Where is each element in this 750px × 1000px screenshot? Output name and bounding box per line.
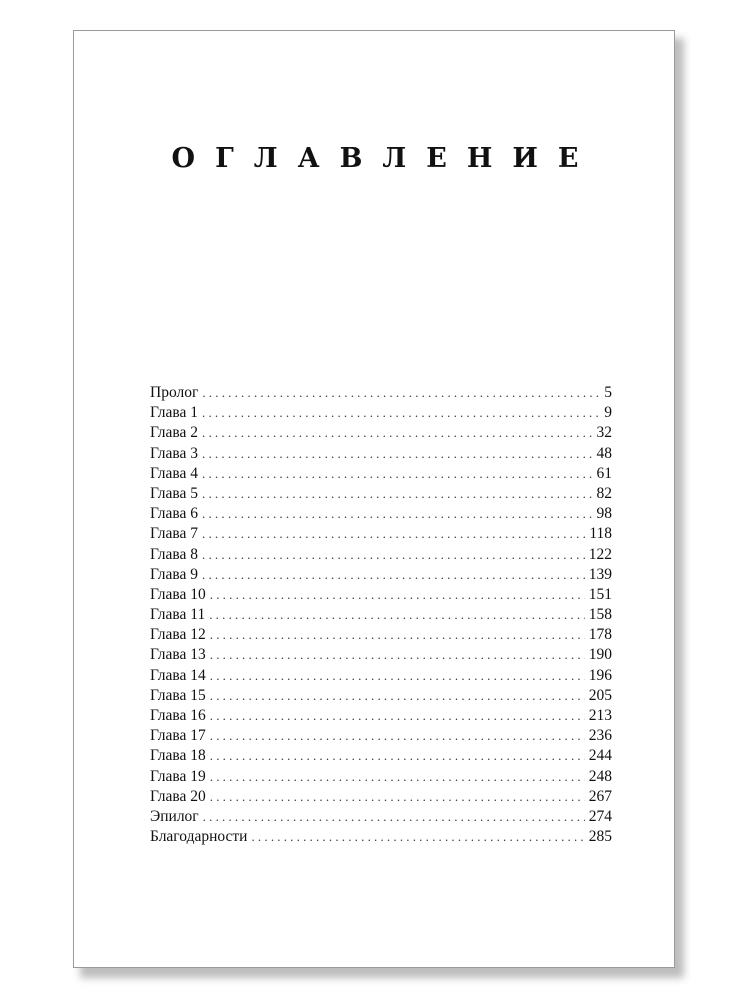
dot-leader xyxy=(210,686,585,706)
table-of-contents xyxy=(150,383,612,847)
toc-entry-label: Глава 19 xyxy=(150,767,206,785)
toc-entry-page-number: 61 xyxy=(596,464,612,482)
toc-entry-label: Глава 17 xyxy=(150,727,206,745)
toc-entry-page-number: 196 xyxy=(588,666,612,684)
toc-entry xyxy=(150,545,612,565)
toc-entry xyxy=(150,767,612,787)
dot-leader xyxy=(202,484,592,504)
toc-entry xyxy=(150,423,612,443)
toc-entry xyxy=(150,605,612,625)
toc-entry-label: Глава 10 xyxy=(150,585,206,603)
toc-entry-page-number: 151 xyxy=(588,585,612,603)
dot-leader xyxy=(210,585,585,605)
toc-entry-page-number: 178 xyxy=(588,626,612,644)
dot-leader xyxy=(210,767,585,787)
toc-entry xyxy=(150,403,612,423)
toc-entry-page-number: 205 xyxy=(588,686,612,704)
toc-entry-label: Глава 20 xyxy=(150,787,206,805)
toc-entry-label: Глава 13 xyxy=(150,646,206,664)
toc-entry-label: Глава 15 xyxy=(150,686,206,704)
toc-entry-page-number: 139 xyxy=(588,565,612,583)
toc-entry xyxy=(150,666,612,686)
toc-entry-label: Глава 3 xyxy=(150,444,199,462)
toc-entry xyxy=(150,524,612,544)
dot-leader xyxy=(210,706,585,726)
toc-entry-page-number: 248 xyxy=(588,767,612,785)
toc-entry xyxy=(150,464,612,484)
toc-entry xyxy=(150,706,612,726)
dot-leader xyxy=(202,545,585,565)
toc-entry-page-number: 9 xyxy=(604,404,612,422)
toc-entry-page-number: 122 xyxy=(588,545,612,563)
toc-entry-label: Глава 7 xyxy=(150,525,199,543)
toc-entry-page-number: 236 xyxy=(588,727,612,745)
toc-entry-label: Пролог xyxy=(150,384,199,401)
dot-leader xyxy=(210,625,585,645)
toc-entry xyxy=(150,565,612,585)
toc-entry-label: Глава 18 xyxy=(150,747,206,765)
dot-leader xyxy=(203,807,585,827)
toc-entry xyxy=(150,787,612,807)
toc-entry-page-number: 32 xyxy=(596,424,612,442)
toc-entry-label: Глава 16 xyxy=(150,707,206,724)
toc-entry xyxy=(150,726,612,746)
toc-entry-page-number: 118 xyxy=(589,525,612,543)
toc-entry-page-number: 285 xyxy=(588,828,612,846)
toc-entry xyxy=(150,746,612,766)
dot-leader xyxy=(202,383,600,403)
toc-entry xyxy=(150,383,612,403)
toc-entry xyxy=(150,585,612,605)
dot-leader xyxy=(210,645,585,665)
toc-entry-page-number: 48 xyxy=(596,444,612,462)
toc-entry xyxy=(150,504,612,524)
toc-entry-page-number: 98 xyxy=(596,505,612,523)
toc-entry-page-number: 213 xyxy=(588,707,612,724)
toc-entry-label: Глава 8 xyxy=(150,545,199,563)
toc-entry-page-number: 267 xyxy=(588,787,612,805)
dot-leader xyxy=(210,746,585,766)
toc-entry-page-number: 244 xyxy=(588,747,612,765)
dot-leader xyxy=(202,565,585,585)
book-page xyxy=(73,30,675,968)
toc-entry-label: Глава 12 xyxy=(150,626,206,644)
toc-entry-label: Благодарности xyxy=(150,828,248,846)
dot-leader xyxy=(210,787,585,807)
toc-entry xyxy=(150,444,612,464)
toc-entry xyxy=(150,625,612,645)
toc-entry-page-number: 158 xyxy=(588,606,612,624)
dot-leader xyxy=(210,726,585,746)
dot-leader xyxy=(202,504,592,524)
toc-entry-label: Глава 11 xyxy=(150,606,206,624)
toc-entry-page-number: 190 xyxy=(588,646,612,664)
toc-entry-label: Глава 1 xyxy=(150,404,199,422)
dot-leader xyxy=(209,605,585,625)
toc-entry xyxy=(150,807,612,827)
toc-entry-label: Глава 6 xyxy=(150,505,199,523)
dot-leader xyxy=(202,403,600,423)
toc-entry xyxy=(150,686,612,706)
toc-entry xyxy=(150,484,612,504)
toc-entry-label: Глава 5 xyxy=(150,484,199,502)
dot-leader xyxy=(202,464,592,484)
dot-leader xyxy=(202,524,585,544)
dot-leader xyxy=(210,666,585,686)
toc-entry-label: Глава 2 xyxy=(150,424,199,442)
toc-entry-page-number: 82 xyxy=(596,484,612,502)
toc-entry-page-number: 5 xyxy=(604,384,612,401)
toc-entry-label: Глава 4 xyxy=(150,464,199,482)
toc-entry-label: Эпилог xyxy=(150,807,199,825)
toc-entry-page-number: 274 xyxy=(588,807,612,825)
dot-leader xyxy=(251,827,584,847)
toc-entry-label: Глава 9 xyxy=(150,565,199,583)
page-title: ОГЛАВЛЕНИЕ xyxy=(171,143,599,174)
dot-leader xyxy=(202,423,592,443)
toc-entry-label: Глава 14 xyxy=(150,666,206,684)
toc-entry xyxy=(150,827,612,847)
toc-entry xyxy=(150,645,612,665)
dot-leader xyxy=(202,444,592,464)
